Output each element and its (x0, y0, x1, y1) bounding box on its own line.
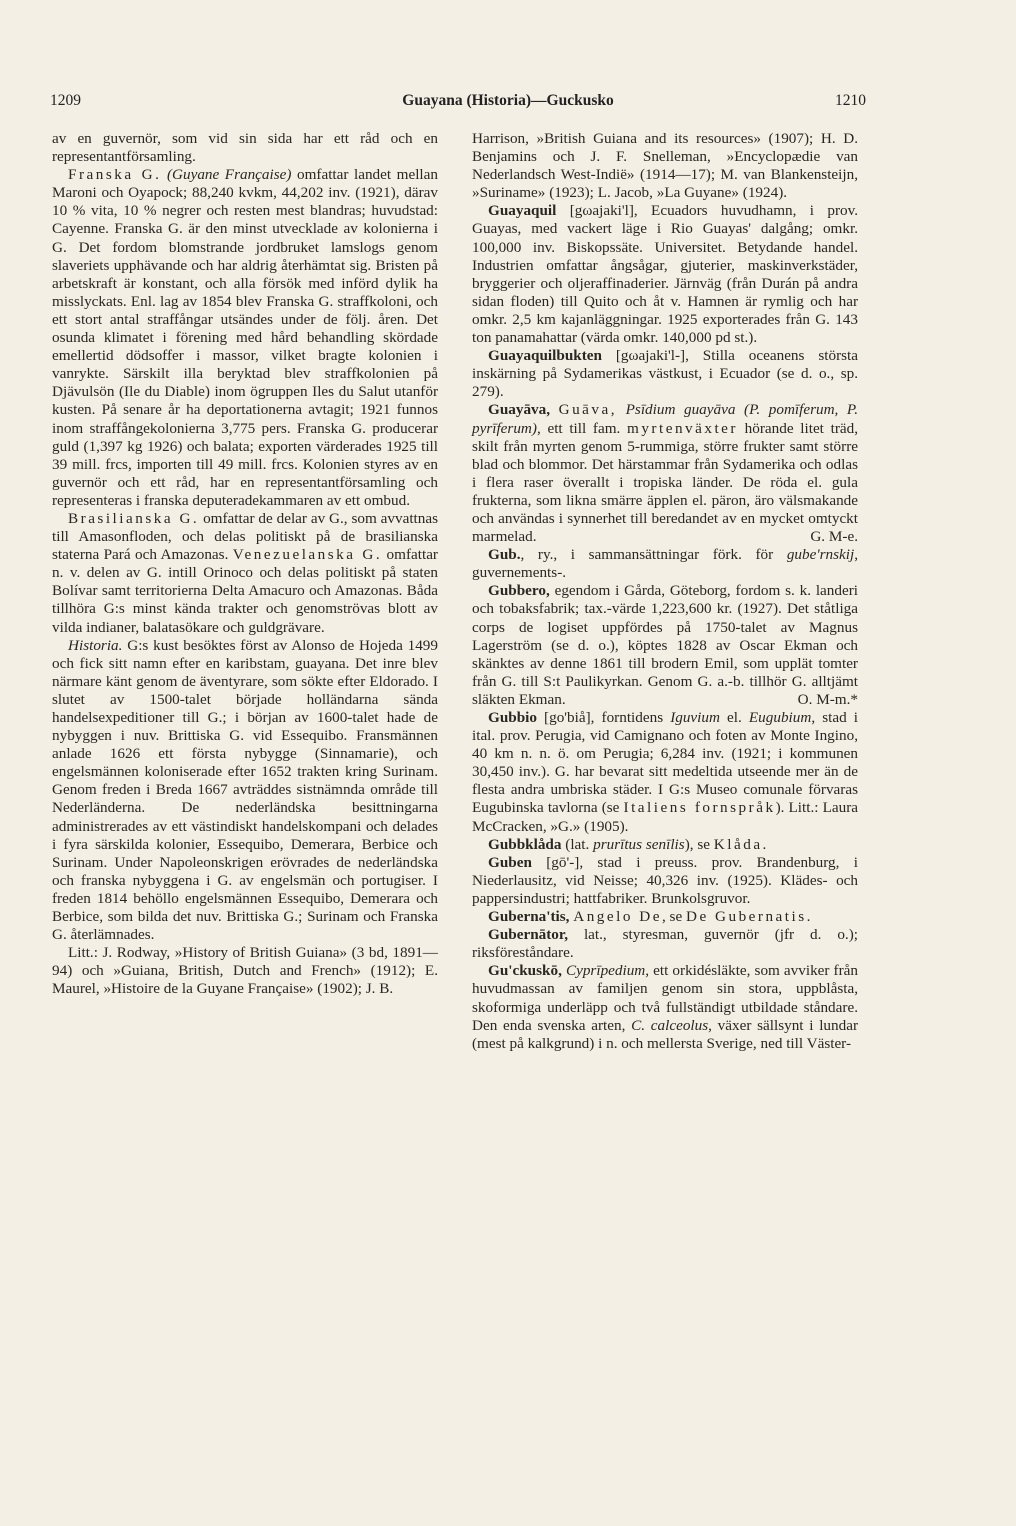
headword: Guayaquilbukten (488, 347, 602, 365)
entry-gubbklada: Gubbklåda (lat. prurītus senīlis), se Klåda. (488, 835, 769, 853)
page-header (0, 92, 1016, 114)
page-number-left: 1209 (50, 92, 81, 109)
franska-label: Franska G. (68, 166, 162, 184)
historia-paragraph: Historia. G:s kust besöktes först av Alonso de Hojeda 1499 och fick sitt namn efter en karibstam, guayana. Det inre blev närmare känt genom de äventyrare, som sökte efter Eldorado. I slutet av 1500-talet började holländarna sända handelsexpeditioner till G.; i början av 1600-talet hade de nybyggen i nuv. Brittiska G. vid Essequibo. Fransmännen anlade 1626 ett första nybygge (Sinnamarie), och engelsmännen koloniserade efter 1652 trakten kring Surinam. Genom freden i Breda 1667 avträddes sistnämnda område till Nederländerna. De nederländska besittningarna administrerades av ett västindiskt handelskompani och delades i fyra särskilda kolonier, Essequibo, Demerara, Berbice och Surinam. Under Napoleonskrigen erövrades de nederländska och franska nybyggena i G. av engelsmän och portugiser. I freden 1814 behöllo engelsmännen Essequibo, Demerara och Berbice, som bilda det nuv. Brittiska G.; Surinam och Franska G. återlämnades. (52, 636, 438, 944)
right-column (472, 130, 858, 1053)
brasilianska-guayana-paragraph: Brasilianska G. omfattar de delar av G., som avvattnas till Amasonfloden, och delas politiskt på de brasilianska staterna Pará och Amazonas. Venezuelanska G. omfattar n. v. delen av G. intill Orinoco och delas politiskt på staten Bolívar samt territorierna Delta Amacuro och Amazonas. Båda tillhöra G:s minst kända trakter och genomströvas blott av vilda indianer, balatasökare och guldgrävare. (52, 509, 439, 636)
entry-guayava: Guayāva, Guāva, Psīdium guayāva (P. pomīferum, P. pyrīferum), ett till fam. myrtenväxter hörande litet träd, skilt från myrten genom 5-rummiga, större frukter samt större blad och blommor. Det härstammar från Sydamerika och odlas i flera raser överallt i tropiska länder. De röda el. gula frukterna, som likna smärre äpplen el. päron, äro välsmakande och användas i synnerhet till beredandet av en mycket omtyckt marmelad. G. M-e. (472, 401, 859, 546)
entry-gubbio: Gubbio [go'biå], forntidens Iguvium el. Eugubium, stad i ital. prov. Perugia, vid Camignano och foten av Monte Ingino, 40 km n. n. ö. om Perugia; 6,284 inv. (1921; i kommunen 30,450 inv.). G. har bevarat sitt medeltida utseende mer än de flesta andra umbriska städer. I G:s Museo comunale förvaras Eugubinska tavlorna (se Italiens fornspråk). Litt.: Laura McCracken, »G.» (1905). (472, 709, 859, 835)
headword: Gubbklåda (488, 835, 562, 853)
headword: Guayāva, (488, 401, 551, 419)
headword: Gubernātor, (488, 926, 569, 944)
author-signature: G. M-e. (810, 528, 858, 546)
litteratur-continued: Harrison, »British Guiana and its resources» (1907); H. D. Benjamins och J. F. Snelleman, »Encyclopædie van Nederlandsch West-Indië» (1914—17); M. van Blankensteijn, »Suriname» (1923); L. Jacob, »La Guyane» (1924). (472, 130, 858, 202)
brasilianska-label: Brasilianska G. (68, 509, 200, 527)
entry-guckusko: Gu'ckuskō, Cyprīpedium, ett orkidésläkte, som avviker från huvudmassan av familjen genom sin stora, uppblåsta, skoformiga underläpp och två fullständigt utbildade ståndare. Den enda svenska arten, C. calceolus, växer sällsynt i lundar (mest på kalkgrund) i n. och mellersta Sverige, ned till Väster- (472, 962, 859, 1052)
running-title: Guayana (Historia)—Guckusko (402, 92, 614, 109)
headword: Gu'ckuskō, (488, 962, 562, 980)
litteratur-paragraph: Litt.: J. Rodway, »History of British Guiana» (3 bd, 1891—94) och »Guiana, British, Dutch and French» (1912); E. Maurel, »Histoire de la Guyane Française» (1902); J. B. (52, 944, 438, 998)
author-signature: O. M-m.* (797, 690, 858, 708)
headword: Gubbero, (488, 582, 550, 600)
entry-guayaquilbukten: Guayaquilbukten [gωajaki'l-], Stilla oceanens största inskärning på Sydamerikas västkust, i Ecuador (se d. o., sp. 279). (472, 347, 858, 401)
entry-gub: Gub., ry., i sammansättningar förk. för gube'rnskij, guvernements-. (472, 546, 858, 582)
headword: Gub. (488, 546, 521, 564)
entry-gubernator: Gubernātor, lat., styresman, guvernör (jfr d. o.); riksföreståndare. (472, 926, 858, 962)
entry-gubernatis: Guberna'tis, Angelo De, se De Gubernatis. (488, 908, 813, 926)
headword: Guberna'tis, (488, 908, 570, 926)
franska-guayana-paragraph: Franska G. (Guyane Française) omfattar landet mellan Maroni och Oyapock; 88,240 kvkm, 44,202 inv. (1921), därav 10 % vita, 10 % negrer och resten mest blandras; huvudstad: Cayenne. Franska G. är den minst utvecklade av kolonierna i G. Det fordom blomstrande jordbruket lamslogs genom slaveriets upphävande och har aldrig återhämtat sig. Bristen på arbetskraft är konstant, och alla försök med införd dylik ha misslyckats. Enl. lag av 1854 blev Franska G. straffkoloni, och ett stort antal straffångar utsändes under de följ. åren. Det osunda klimatet i förening med hård behandling skördade emellertid dödsoffer i massor, vilket bragte kolonien i vanrykte. Särskilt illa beryktad blev straffkolonien på Djävulsön (Ile du Diable) inom ögruppen Iles du Salut utanför kusten. På senare år ha deportationerna avtagit; 1921 funnos inom straffångekolonierna 3,775 pers. Franska G. producerar guld (1,397 kg 1926) och balata; exporten värderades 1925 till 39 mill. frcs, importen till 49 mill. frcs. Kolonien styres av en guvernör och ett råd, har en representantförsamling och representeras i franska deputeradekammaren av ett ombud. (52, 166, 438, 509)
historia-label: Historia. (68, 636, 123, 654)
entry-guayaquil: Guayaquil [gωajaki'l], Ecuadors huvudhamn, i prov. Guayas, med vackert läge i Rio Guayas' dalgång; omkr. 100,000 inv. Biskopssäte. Universitet. Betydande handel. Industrien omfattar ångsågar, gjuterier, maskinverkstäder, bryggerier och oljeraffinaderier. Järnväg (från Durán på andra sidan floden) till Quito och åt v. Hamnen är rymlig och har omkr. 2,5 km kajanläggningar. 1925 exporterades från G. 143 ton panamahattar (värda omkr. 140,000 pd st.). (472, 202, 858, 347)
headword: Guayaquil (488, 202, 557, 220)
entry-gubbero: Gubbero, egendom i Gårda, Göteborg, fordom s. k. landeri och tobaksfabrik; tax.-värde 1,223,600 kr. (1927). Det ståtliga corps de logiset uppfördes på 1750-talet av Magnus Lagerström (se d. o.), köptes 1828 av Oscar Ekman och skänktes av denne 1861 till brodern Emil, som upplät tomter från G. till S:t Paulikyrkan. Genom G. a.-b. tillhör G. alltjämt släkten Ekman. O. M-m.* (472, 582, 858, 708)
headword: Guben (488, 853, 532, 871)
entry-guben: Guben [gō'-], stad i preuss. prov. Brandenburg, i Niederlausitz, vid Neisse; 40,326 inv. (1925). Klädes- och pappersindustri; hattfabriker. Brunkolsgruvor. (472, 853, 858, 907)
venezuelanska-label: Venezuelanska G. (232, 546, 383, 564)
left-column (52, 130, 438, 999)
page-number-right: 1210 (835, 92, 866, 109)
guvernor-paragraph: av en guvernör, som vid sin sida har ett råd och en representantförsamling. (52, 130, 438, 166)
headword: Gubbio (488, 709, 537, 726)
